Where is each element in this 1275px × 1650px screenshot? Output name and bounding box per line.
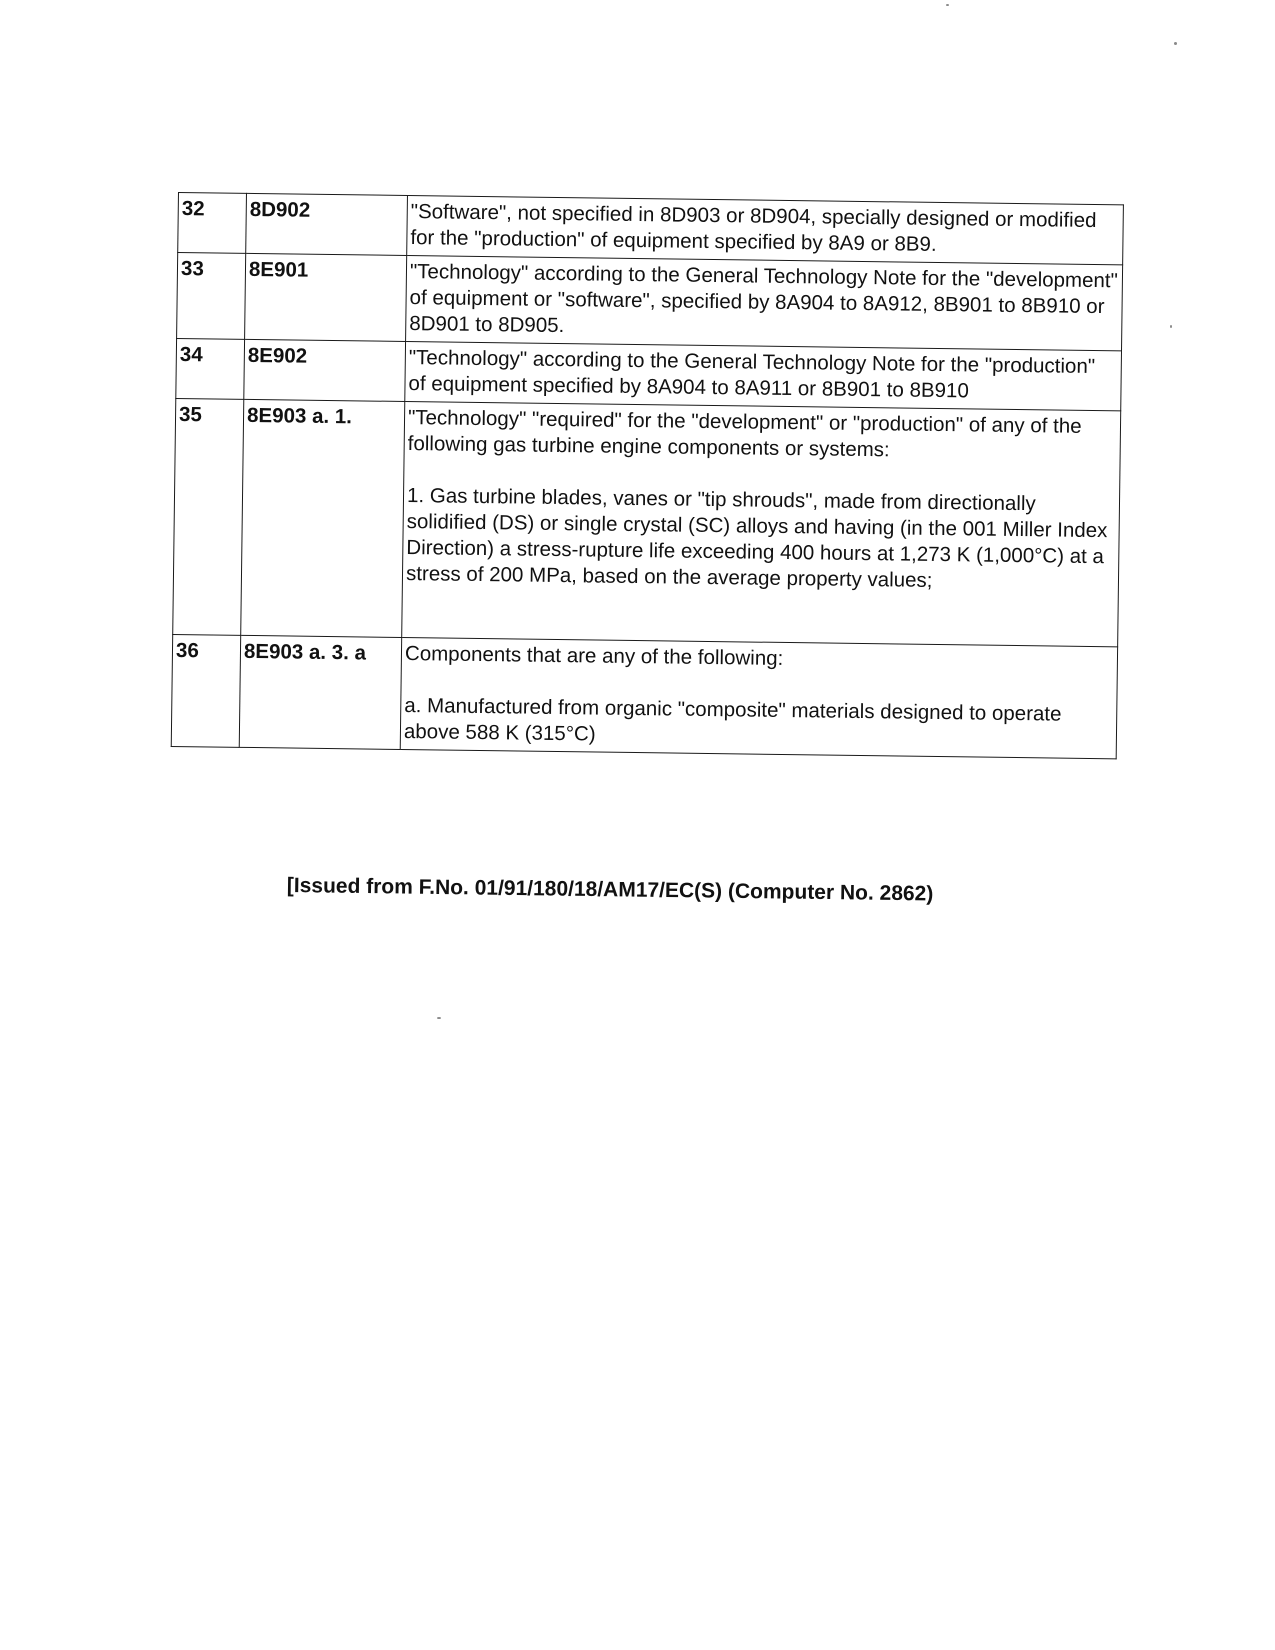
table-row xyxy=(173,398,1121,646)
item-description xyxy=(405,341,1122,410)
row-number: 35 xyxy=(173,398,244,635)
description-paragraph: 1. Gas turbine blades, vanes or "tip shrouds", made from directionally solidified (DS) or single crystal (SC) alloys and having (in the 001 Miller Index Direction) a stress-rupture life exceeding 400 hours at 1,273 K (1,000°C) at a stress of 200 MPa, based on the average property values; xyxy=(405,484,1108,592)
description-paragraph: Components that are any of the following: xyxy=(404,642,784,670)
scan-speck xyxy=(437,1017,441,1019)
table-row xyxy=(171,634,1117,758)
item-description xyxy=(402,401,1121,646)
row-number: 34 xyxy=(176,338,245,399)
item-code: 8D902 xyxy=(246,193,408,255)
items-table xyxy=(171,192,1124,759)
scan-speck xyxy=(1174,42,1177,45)
description-paragraph: "Software", not specified in 8D903 or 8D904, specially designed or modified for the "production" of equipment specified by 8A9 or 8B9. xyxy=(410,200,1097,256)
row-number: 33 xyxy=(177,253,246,340)
item-description xyxy=(400,637,1117,758)
item-code: 8E901 xyxy=(245,253,407,341)
description-paragraph: "Technology" "required" for the "development" or "production" of any of the following gas turbine engine components or systems: xyxy=(407,406,1082,462)
item-code: 8E902 xyxy=(244,339,406,401)
item-code: 8E903 a. 1. xyxy=(241,399,405,637)
description-paragraph: "Technology" according to the General Technology Note for the "production" of equipment specified by 8A904 to 8A911 or 8B901 to 8B910 xyxy=(408,346,1096,403)
item-description xyxy=(407,196,1124,265)
row-number: 36 xyxy=(171,634,240,747)
controlled-items-table xyxy=(171,192,1124,759)
item-description xyxy=(406,255,1123,350)
item-code: 8E903 a. 3. a xyxy=(239,635,401,749)
scan-speck xyxy=(1170,325,1172,328)
table-row xyxy=(177,253,1123,351)
scan-speck xyxy=(946,4,949,6)
issuance-footer: [Issued from F.No. 01/91/180/18/AM17/EC(S) (Computer No. 2862) xyxy=(286,874,934,906)
description-paragraph: "Technology" according to the General Technology Note for the "development" of equipment or "software", specified by 8A904 to 8A912, 8B901 to 8B910 or 8D901 to 8D905. xyxy=(409,260,1119,338)
description-paragraph: a. Manufactured from organic "composite" materials designed to operate above 588 K (315°C) xyxy=(403,694,1062,746)
row-number: 32 xyxy=(178,193,247,254)
